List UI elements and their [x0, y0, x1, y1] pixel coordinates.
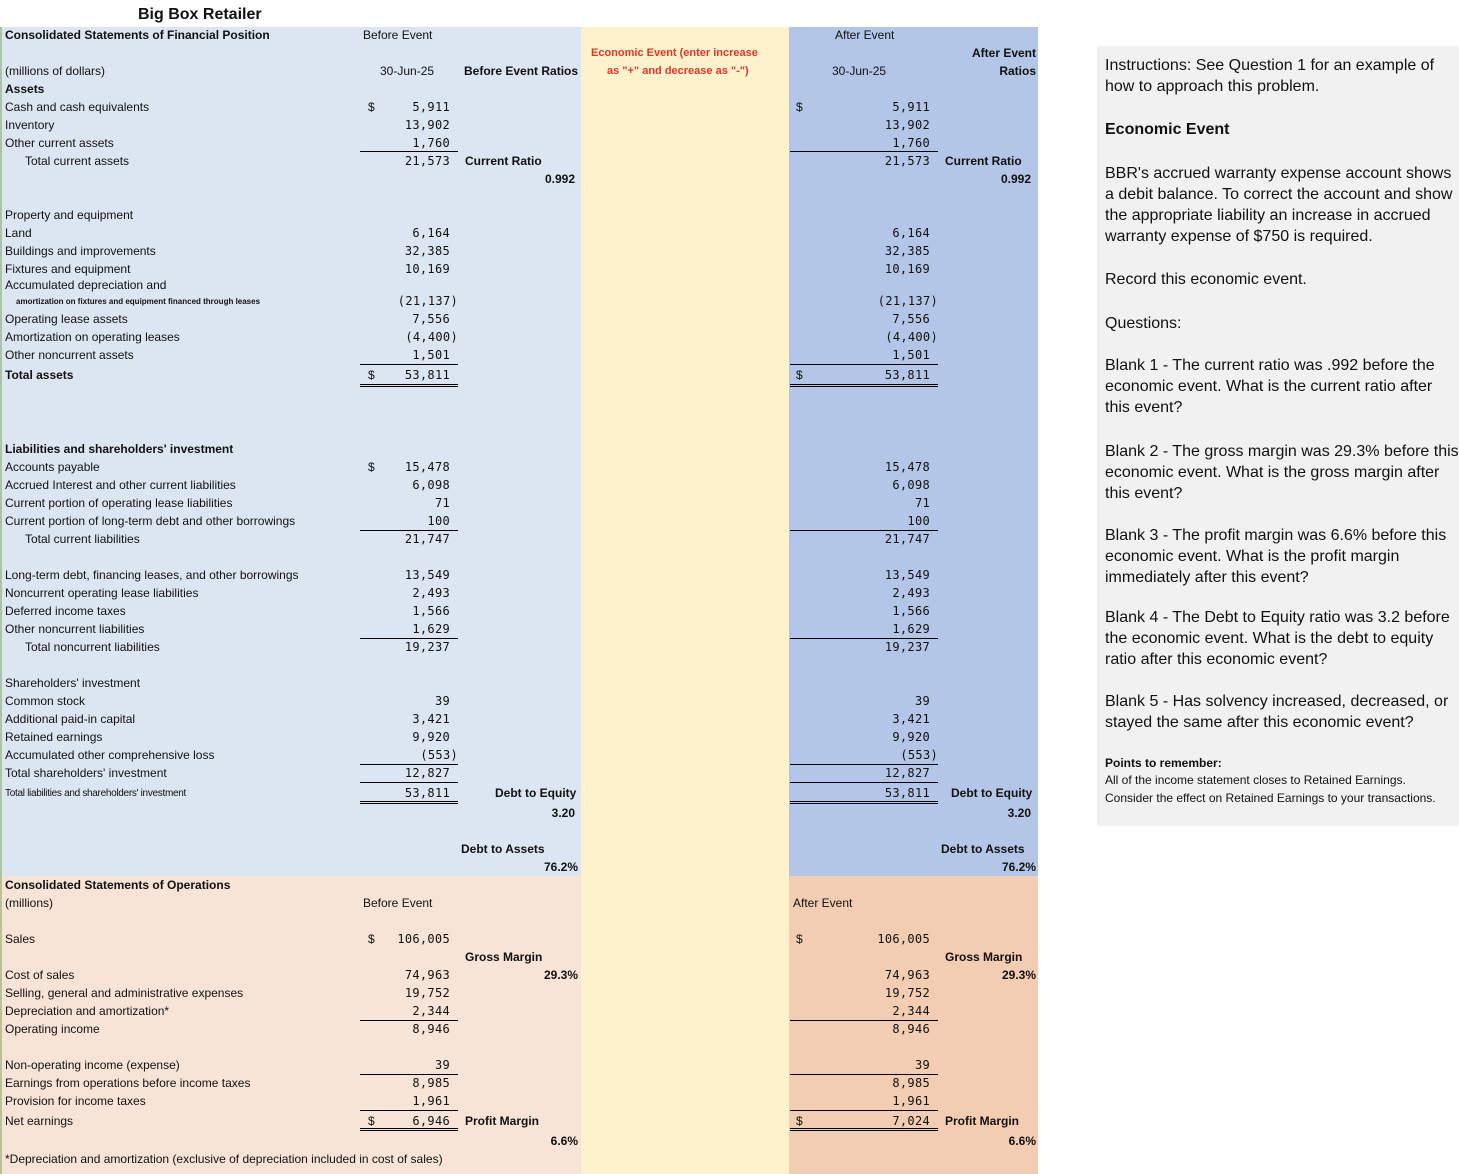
cs-before: 39 [434, 694, 450, 708]
oi-label: Operating income [5, 1022, 100, 1036]
da-before: 76.2% [543, 860, 578, 874]
isda-before: 2,344 [412, 1004, 450, 1018]
bs-after-header: After Event [835, 28, 895, 42]
dollar-sign: $ [368, 368, 375, 382]
tca-label: Total current assets [25, 154, 130, 168]
bs-title: Consolidated Statements of Financial Position [5, 28, 270, 42]
apic-after: 3,421 [892, 712, 930, 726]
apic-label: Additional paid-in capital [5, 712, 136, 726]
da-label-after: Debt to Assets [941, 842, 1025, 856]
fix-label: Fixtures and equipment [5, 262, 131, 276]
isda-after: 2,344 [892, 1004, 930, 1018]
tncl-after: 19,237 [884, 640, 930, 654]
tsi-after: 12,827 [884, 766, 930, 780]
accdep-before: (21,137) [397, 294, 458, 308]
is-title: Consolidated Statements of Operations [5, 878, 231, 892]
re-label: Retained earnings [5, 730, 103, 744]
cash-after: 5,911 [892, 100, 930, 114]
tsi-label: Total shareholders' investment [5, 766, 167, 780]
double-rule [360, 801, 458, 804]
dit-label: Deferred income taxes [5, 604, 126, 618]
land-label: Land [5, 226, 32, 240]
points-2: Consider the effect on Retained Earnings to your transactions. [1105, 791, 1436, 805]
ap-after: 15,478 [884, 460, 930, 474]
tcl-after: 21,747 [884, 532, 930, 546]
re-before: 9,920 [412, 730, 450, 744]
ta-label: Total assets [5, 368, 74, 382]
accdep-after: (21,137) [877, 294, 938, 308]
amort-after: (4,400) [885, 330, 938, 344]
rule [360, 1110, 458, 1111]
de-label-after: Debt to Equity [951, 786, 1033, 800]
accr-label: Accrued Interest and other current liabilities [5, 478, 236, 492]
inventory-label: Inventory [5, 118, 55, 132]
cs-label: Common stock [5, 694, 86, 708]
de-before: 3.20 [551, 806, 575, 820]
ebt-label: Earnings from operations before income taxes [5, 1076, 251, 1090]
dollar-sign: $ [368, 932, 375, 946]
tcl-label: Total current liabilities [25, 532, 140, 546]
fix-before: 10,169 [404, 262, 450, 276]
pm-after: 6.6% [1008, 1134, 1036, 1148]
tax-before: 1,961 [412, 1094, 450, 1108]
accdep-label-2: amortization on fixtures and equipment financed through leases [16, 297, 261, 306]
aoci-label: Accumulated other comprehensive loss [5, 748, 215, 762]
tncl-label: Total noncurrent liabilities [25, 640, 160, 654]
bs-after-date: 30-Jun-25 [832, 64, 887, 78]
tax-after: 1,961 [892, 1094, 930, 1108]
accr-after: 6,098 [892, 478, 930, 492]
pm-before: 6.6% [550, 1134, 578, 1148]
double-rule [790, 1128, 938, 1131]
event-title: Economic Event [1105, 121, 1230, 138]
opl-after: 7,556 [892, 312, 930, 326]
dollar-sign: $ [796, 368, 803, 382]
instructions-intro: Instructions: See Question 1 for an example of how to approach this problem. [1105, 57, 1435, 95]
double-rule [360, 384, 458, 387]
is-units: (millions) [5, 896, 53, 910]
sales-before: 106,005 [397, 932, 450, 946]
ltd-before: 13,549 [404, 568, 450, 582]
oncl-before: 1,629 [412, 622, 450, 636]
de-after: 3.20 [1007, 806, 1031, 820]
rule [360, 364, 458, 365]
cpol-before: 71 [434, 496, 450, 510]
bs-units: (millions of dollars) [5, 64, 106, 78]
cos-before: 74,963 [404, 968, 450, 982]
dollar-sign: $ [368, 460, 375, 474]
rule [360, 782, 458, 783]
oca-before: 1,760 [412, 136, 450, 150]
blank-5: Blank 5 - Has solvency increased, decreased, or stayed the same after this economic event? [1105, 693, 1449, 731]
points-title: Points to remember: [1105, 756, 1222, 770]
cpol-after: 71 [914, 496, 930, 510]
onca-after: 1,501 [892, 348, 930, 362]
current-ratio-label-after: Current Ratio [945, 154, 1022, 168]
bldg-label: Buildings and improvements [5, 244, 156, 258]
ne-label: Net earnings [5, 1114, 74, 1128]
ap-before: 15,478 [404, 460, 450, 474]
tcl-before: 21,747 [404, 532, 450, 546]
dollar-sign: $ [796, 100, 803, 114]
current-ratio-label: Current Ratio [465, 154, 542, 168]
ncol-label: Noncurrent operating lease liabilities [5, 586, 199, 600]
dit-after: 1,566 [892, 604, 930, 618]
onca-before: 1,501 [412, 348, 450, 362]
inventory-after: 13,902 [884, 118, 930, 132]
da-after: 76.2% [1001, 860, 1036, 874]
aoci-before: (553) [420, 748, 458, 762]
after-ratios-header-1: After Event [971, 46, 1036, 60]
opl-label: Operating lease assets [5, 312, 128, 326]
ebt-after: 8,985 [892, 1076, 930, 1090]
gm-label: Gross Margin [465, 950, 543, 964]
rule [790, 364, 938, 365]
gm-after: 29.3% [1001, 968, 1036, 982]
is-before-header: Before Event [363, 896, 433, 910]
ap-label: Accounts payable [5, 460, 100, 474]
noi-before: 39 [434, 1058, 450, 1072]
dollar-sign: $ [368, 100, 375, 114]
accdep-label: Accumulated depreciation and [5, 278, 167, 292]
cos-label: Cost of sales [5, 968, 75, 982]
ltd-label: Long-term debt, financing leases, and other borrowings [5, 568, 299, 582]
amort-label: Amortization on operating leases [5, 330, 180, 344]
oncl-label: Other noncurrent liabilities [5, 622, 145, 636]
accr-before: 6,098 [412, 478, 450, 492]
record-text: Record this economic event. [1105, 271, 1307, 288]
pm-label-after: Profit Margin [945, 1114, 1019, 1128]
cpltd-label: Current portion of long-term debt and other borrowings [5, 514, 296, 528]
noi-label: Non-operating income (expense) [5, 1058, 180, 1072]
blank-4: Blank 4 - The Debt to Equity ratio was 3.2 before the economic event. What is the debt to equity ratio after this economic event? [1105, 609, 1450, 668]
left-border [0, 27, 2, 1174]
assets-heading: Assets [5, 82, 45, 96]
shi-heading: Shareholders' investment [5, 676, 141, 690]
ltd-after: 13,549 [884, 568, 930, 582]
bldg-after: 32,385 [884, 244, 930, 258]
ne-after: 7,024 [892, 1114, 930, 1128]
sga-after: 19,752 [884, 986, 930, 1000]
cpltd-after: 100 [907, 514, 930, 528]
onca-label: Other noncurrent assets [5, 348, 134, 362]
tsi-before: 12,827 [404, 766, 450, 780]
dollar-sign: $ [796, 932, 803, 946]
ne-before: 6,946 [412, 1114, 450, 1128]
re-after: 9,920 [892, 730, 930, 744]
current-ratio-before: 0.992 [544, 172, 575, 186]
double-rule [790, 384, 938, 387]
ncol-after: 2,493 [892, 586, 930, 600]
rule [790, 1110, 938, 1111]
event-text: BBR's accrued warranty expense account shows a debit balance. To correct the account and show the appropriate liability an increase in accrued warranty expense of $750 is required. [1105, 165, 1453, 245]
inventory-before: 13,902 [404, 118, 450, 132]
isda-label: Depreciation and amortization* [5, 1004, 170, 1018]
blank-3: Blank 3 - The profit margin was 6.6% before this economic event. What is the profit margin immediately after this event? [1105, 527, 1447, 586]
double-rule [360, 1128, 458, 1131]
noi-after: 39 [914, 1058, 930, 1072]
liab-heading: Liabilities and shareholders' investment [5, 442, 234, 456]
company-title: Big Box Retailer [138, 6, 262, 23]
tlsi-after: 53,811 [884, 786, 930, 800]
gm-label-after: Gross Margin [945, 950, 1023, 964]
sales-after: 106,005 [877, 932, 930, 946]
fix-after: 10,169 [884, 262, 930, 276]
de-label: Debt to Equity [495, 786, 577, 800]
tlsi-label: Total liabilities and shareholders' investment [5, 788, 186, 799]
footnote: *Depreciation and amortization (exclusive of depreciation included in cost of sales) [5, 1152, 443, 1166]
bldg-before: 32,385 [404, 244, 450, 258]
dit-before: 1,566 [412, 604, 450, 618]
oi-before: 8,946 [412, 1022, 450, 1036]
cos-after: 74,963 [884, 968, 930, 982]
bs-before-header: Before Event [363, 28, 433, 42]
dollar-sign: $ [368, 1114, 375, 1128]
gm-before: 29.3% [543, 968, 578, 982]
blank-1: Blank 1 - The current ratio was .992 before the economic event. What is the current ratio after this event? [1105, 357, 1435, 416]
questions-title: Questions: [1105, 315, 1182, 332]
cpltd-before: 100 [427, 514, 450, 528]
after-ratios-header-2: Ratios [999, 64, 1036, 78]
current-ratio-after: 0.992 [1000, 172, 1031, 186]
bs-before-date: 30-Jun-25 [380, 64, 435, 78]
land-before: 6,164 [412, 226, 450, 240]
ncol-before: 2,493 [412, 586, 450, 600]
sales-label: Sales [5, 932, 36, 946]
sga-before: 19,752 [404, 986, 450, 1000]
tca-before: 21,573 [404, 154, 450, 168]
cash-before: 5,911 [412, 100, 450, 114]
oi-after: 8,946 [892, 1022, 930, 1036]
rule [790, 782, 938, 783]
sga-label: Selling, general and administrative expenses [5, 986, 244, 1000]
aoci-after: (553) [900, 748, 938, 762]
cpol-label: Current portion of operating lease liabilities [5, 496, 233, 510]
event-column [581, 27, 789, 1174]
is-after-header: After Event [793, 896, 853, 910]
blank-2: Blank 2 - The gross margin was 29.3% before this economic event. What is the gross margin after this event? [1105, 443, 1459, 502]
ebt-before: 8,985 [412, 1076, 450, 1090]
oca-after: 1,760 [892, 136, 930, 150]
tlsi-before: 53,811 [404, 786, 450, 800]
apic-before: 3,421 [412, 712, 450, 726]
event-header-1: Economic Event (enter increase [591, 47, 758, 59]
tax-label: Provision for income taxes [5, 1094, 146, 1108]
oca-label: Other current assets [5, 136, 114, 150]
ta-after: 53,811 [884, 368, 930, 382]
da-label: Debt to Assets [461, 842, 545, 856]
points-1: All of the income statement closes to Retained Earnings. [1105, 773, 1406, 787]
pm-label: Profit Margin [465, 1114, 539, 1128]
dollar-sign: $ [796, 1114, 803, 1128]
cash-label: Cash and cash equivalents [5, 100, 150, 114]
tncl-before: 19,237 [404, 640, 450, 654]
before-ratios-header: Before Event Ratios [464, 64, 579, 78]
ta-before: 53,811 [404, 368, 450, 382]
ppe-label: Property and equipment [5, 208, 134, 222]
amort-before: (4,400) [405, 330, 458, 344]
tca-after: 21,573 [884, 154, 930, 168]
opl-before: 7,556 [412, 312, 450, 326]
cs-after: 39 [914, 694, 930, 708]
event-header-2: as "+" and decrease as "-") [607, 65, 749, 77]
oncl-after: 1,629 [892, 622, 930, 636]
land-after: 6,164 [892, 226, 930, 240]
double-rule [790, 801, 938, 804]
